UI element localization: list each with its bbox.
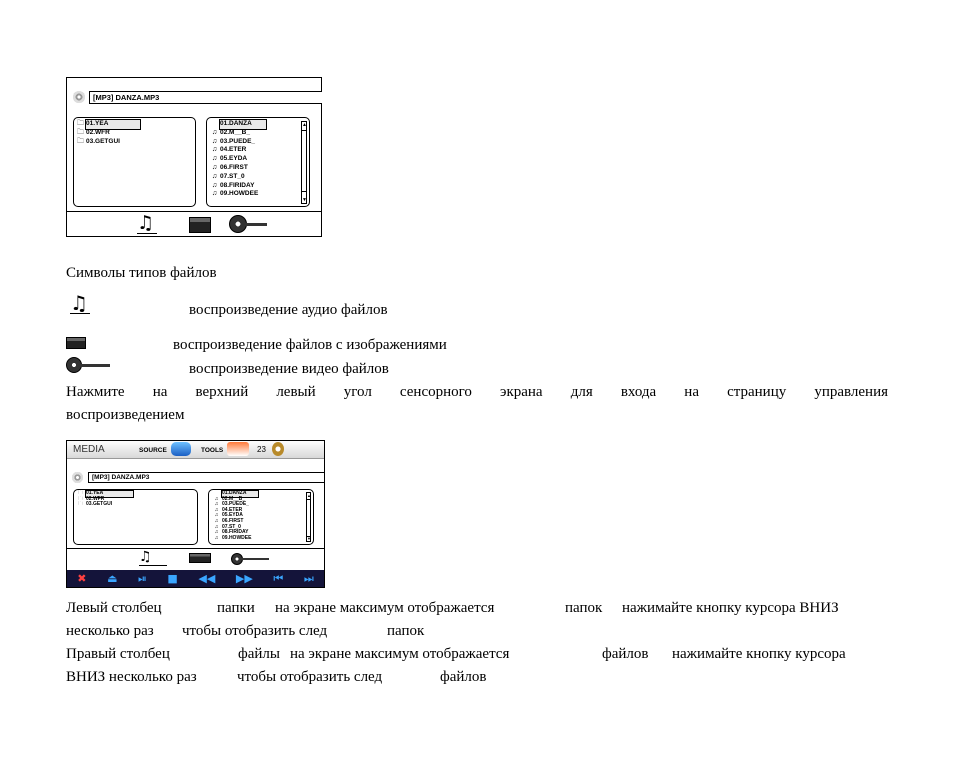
- folder-panel: [73, 489, 198, 545]
- music-note-icon[interactable]: ♫: [139, 549, 152, 565]
- music-file-icon: ♫: [214, 512, 219, 519]
- file-item[interactable]: ♫ 02.M__B_: [212, 497, 258, 503]
- legend-heading: Символы типов файлов: [66, 265, 217, 281]
- file-panel: [208, 489, 314, 545]
- file-item[interactable]: ♫ 03.PUEDE_: [211, 137, 256, 145]
- path-bar: [89, 91, 322, 104]
- music-file-icon: ♫: [214, 506, 219, 513]
- music-file-icon: ♫: [211, 155, 218, 163]
- volume-level: 23: [257, 445, 266, 454]
- file-item[interactable]: ♫ 05.EYDA: [212, 513, 258, 519]
- photo-icon: [66, 337, 86, 349]
- music-file-icon: ♫: [214, 495, 219, 502]
- play-pause-icon[interactable]: ⏯: [138, 572, 147, 585]
- home-icon[interactable]: [227, 442, 249, 456]
- previous-track-icon[interactable]: ⏮: [273, 572, 284, 585]
- volume-icon[interactable]: [272, 442, 284, 456]
- scroll-up-arrow-icon[interactable]: ▲: [307, 493, 311, 498]
- file-item[interactable]: ♫ 04.ETER: [211, 146, 247, 154]
- file-panel: [206, 117, 310, 207]
- photo-icon[interactable]: [189, 217, 211, 233]
- music-file-icon: ♫: [211, 163, 218, 171]
- music-file-icon: ♫: [214, 534, 219, 541]
- folder-item[interactable]: 🗀 03.GETGUI: [77, 137, 120, 145]
- eject-icon[interactable]: ⏏: [107, 572, 118, 585]
- music-note-icon[interactable]: ♫: [137, 212, 155, 234]
- file-item[interactable]: ♫ 08.FIRIDAY: [212, 530, 258, 536]
- file-item[interactable]: ♫ 04.ETER: [212, 508, 258, 514]
- folder-item[interactable]: 🗀 01.YEA: [76, 120, 140, 129]
- music-file-icon: ♫: [211, 137, 218, 145]
- scroll-thumb[interactable]: [307, 499, 310, 537]
- music-file-icon: ♫: [214, 501, 219, 508]
- folder-item[interactable]: 🗀 01.YEA: [76, 491, 133, 497]
- photo-icon[interactable]: [189, 553, 211, 563]
- music-file-icon: ♫: [211, 172, 218, 180]
- file-item[interactable]: ♫ 05.EYDA: [211, 155, 248, 163]
- path-bar: [88, 472, 325, 483]
- disc-icon: [72, 472, 83, 483]
- playback-control-bar: [67, 570, 324, 587]
- disc-icon: [73, 91, 85, 103]
- screenshot-file-browser: [66, 77, 322, 237]
- source-icon[interactable]: [171, 442, 191, 456]
- tools-button[interactable]: TOOLS: [201, 447, 224, 454]
- music-file-icon: ♫: [211, 146, 218, 154]
- legend-image: воспроизведение файлов с изображениями: [173, 337, 447, 353]
- file-item[interactable]: ♫ 06.FIRST: [212, 519, 258, 525]
- file-item[interactable]: ♫ 07.ST_0: [212, 525, 258, 531]
- music-file-icon: ♫: [211, 181, 218, 189]
- folder-icon: 🗀: [77, 120, 84, 127]
- file-scrollbar[interactable]: [306, 492, 311, 542]
- screenshot-playback-control: [66, 440, 325, 588]
- folder-item[interactable]: 🗀 02.WFR: [77, 128, 110, 136]
- folder-icon: 🗀: [77, 128, 84, 136]
- folder-icon: 🗀: [77, 495, 83, 502]
- stop-icon[interactable]: ■: [167, 572, 178, 585]
- file-item[interactable]: ♫ 07.ST_0: [211, 172, 245, 180]
- film-reel-icon[interactable]: [231, 553, 269, 565]
- path-text: [MP3] DANZA.MP3: [92, 474, 150, 481]
- file-item[interactable]: ♫ 08.FIRIDAY: [211, 181, 255, 189]
- scroll-down-arrow-icon[interactable]: ▼: [302, 197, 307, 203]
- folder-icon: 🗀: [77, 490, 83, 496]
- legend-audio: воспроизведение аудио файлов: [189, 302, 388, 318]
- folder-item[interactable]: 🗀 03.GETGUI: [77, 501, 113, 508]
- instruction-line1: Нажмите на верхний левый угол сенсорного экрана для входа на страницу управления: [66, 384, 888, 400]
- folder-icon: 🗀: [77, 501, 83, 508]
- scroll-up-arrow-icon[interactable]: ▲: [302, 122, 307, 128]
- path-text: [MP3] DANZA.MP3: [93, 93, 160, 102]
- next-track-icon[interactable]: ⏭: [303, 572, 314, 585]
- music-file-icon: ♫: [211, 128, 218, 136]
- file-item[interactable]: 01.DANZA: [210, 120, 266, 129]
- close-icon[interactable]: ✖: [77, 572, 87, 585]
- rewind-icon[interactable]: ◀◀: [198, 572, 216, 585]
- music-file-icon: ♫: [211, 190, 218, 198]
- legend-video: воспроизведение видео файлов: [189, 361, 389, 377]
- instruction-line2: воспроизведением: [66, 407, 185, 423]
- file-scrollbar[interactable]: [301, 121, 307, 204]
- file-item[interactable]: ♫ 03.PUEDE_: [212, 502, 258, 508]
- folder-icon: 🗀: [77, 137, 84, 145]
- file-item[interactable]: ♫ 06.FIRST: [211, 163, 248, 171]
- music-file-icon: ♫: [214, 529, 219, 536]
- film-reel-icon[interactable]: [229, 215, 267, 233]
- folder-item[interactable]: 🗀 02.WFR: [77, 495, 105, 502]
- file-item[interactable]: 01.DANZA: [212, 491, 258, 497]
- top-menu-bar: [67, 441, 324, 459]
- music-file-icon: ♫: [214, 523, 219, 530]
- source-button[interactable]: SOURCE: [139, 447, 167, 454]
- file-item[interactable]: ♫ 09.HOWDEE: [212, 536, 258, 542]
- scroll-down-arrow-icon[interactable]: ▼: [307, 536, 311, 541]
- folder-panel: [73, 117, 196, 207]
- film-reel-icon: [66, 357, 112, 373]
- file-item[interactable]: ♫ 02.M__B_: [211, 128, 250, 136]
- scroll-thumb[interactable]: [302, 130, 306, 192]
- media-label[interactable]: MEDIA: [73, 444, 105, 455]
- file-item[interactable]: ♫ 09.HOWDEE: [211, 190, 259, 198]
- fast-forward-icon[interactable]: ▶▶: [235, 572, 253, 585]
- music-note-icon: ♫: [70, 291, 88, 315]
- music-file-icon: ♫: [214, 517, 219, 524]
